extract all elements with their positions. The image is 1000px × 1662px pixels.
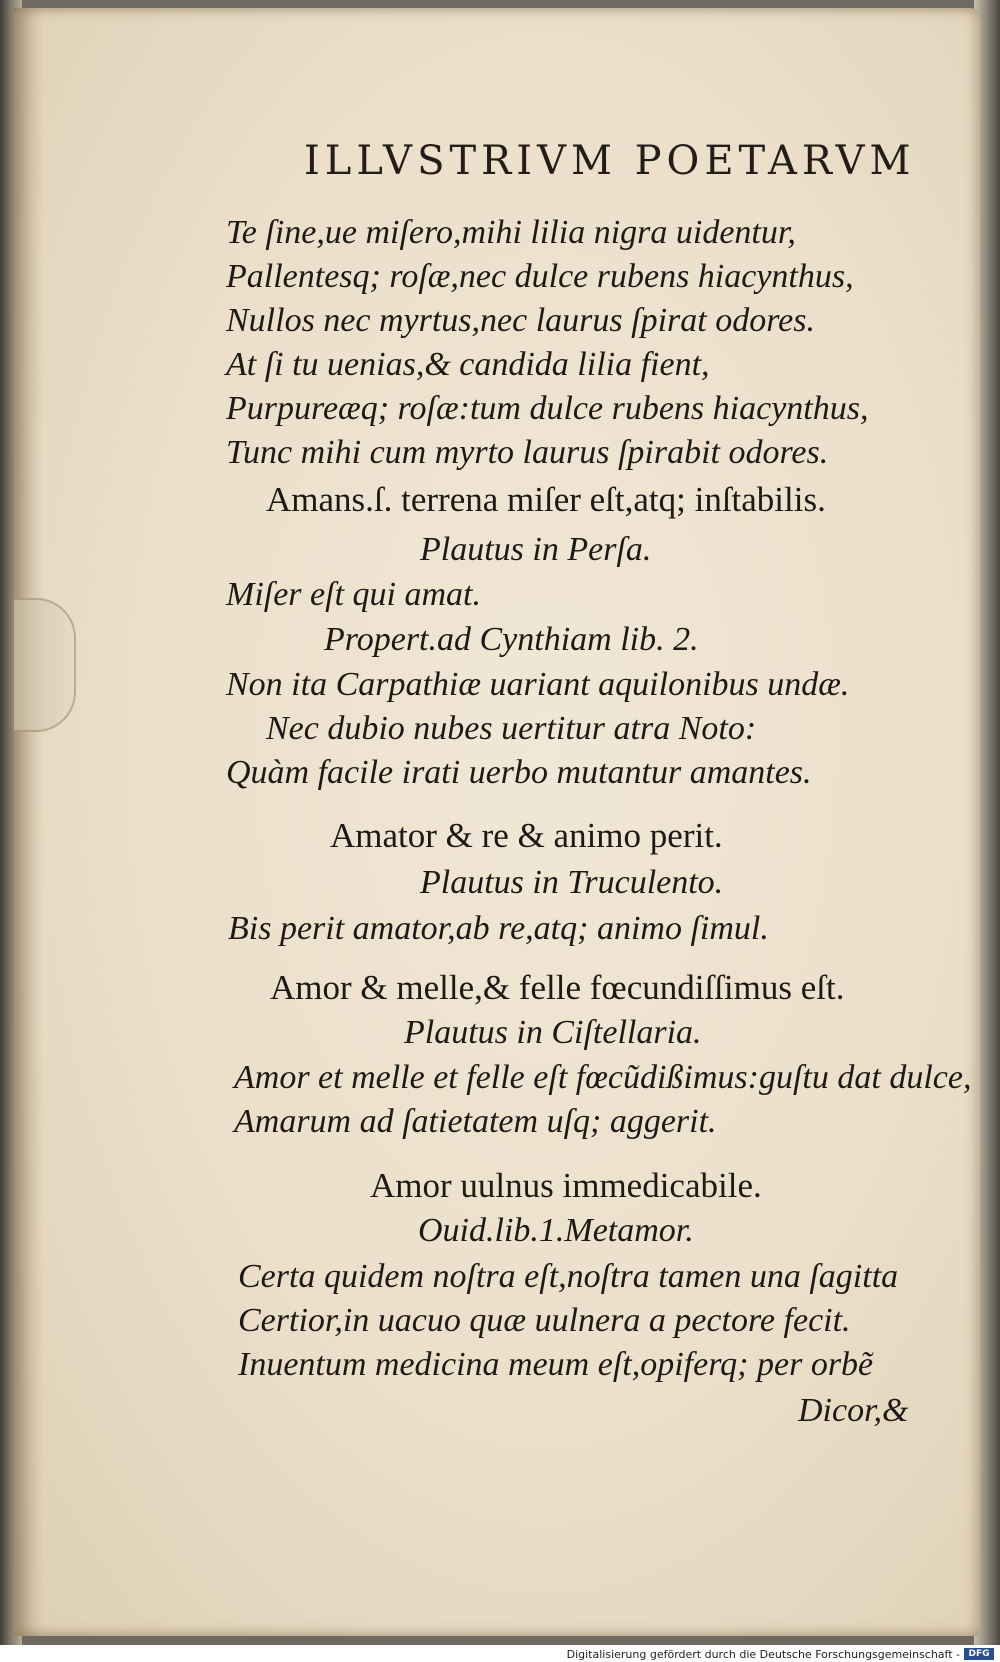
section-heading-amor-uulnus: Amor uulnus immedicabile. — [370, 1166, 762, 1205]
text-line-9: Nec dubio nubes uertitur atra Noto: — [266, 710, 757, 747]
source-citation-plautus-persa: Plautus in Perſa. — [420, 531, 652, 568]
running-header: ILLVSTRIVM POETARVM — [304, 138, 916, 184]
text-line-15: Certior,in uacuo quæ uulnera a pectore fecit. — [238, 1302, 851, 1339]
text-line-14: Certa quidem noſtra eſt,noſtra tamen una ſagitta — [238, 1258, 899, 1295]
text-line-3: Nullos nec myrtus,nec laurus ſpirat odores. — [226, 302, 815, 339]
source-citation-ovid: Ouid.lib.1.Metamor. — [418, 1212, 694, 1249]
text-line-4: At ſi tu uenias,& candida lilia fient, — [226, 346, 710, 383]
source-citation-plautus-truculento: Plautus in Truculento. — [420, 864, 724, 901]
section-heading-amor-melle: Amor & melle,& felle fœcundiſſimus eſt. — [270, 968, 845, 1007]
catchword: Dicor,& — [798, 1392, 909, 1429]
section-heading-amator: Amator & re & animo perit. — [330, 816, 723, 855]
clip-mark — [14, 598, 76, 732]
source-citation-propertius: Propert.ad Cynthiam lib. 2. — [324, 621, 699, 658]
dfg-logo: DFG — [964, 1648, 994, 1660]
text-line-8: Non ita Carpathiæ uariant aquilonibus undæ. — [226, 666, 850, 703]
page-gutter-shade — [14, 8, 44, 1636]
text-line-11: Bis perit amator,ab re,atq; animo ſimul. — [228, 910, 769, 947]
text-line-2: Pallentesq; roſæ,nec dulce rubens hiacynthus, — [226, 258, 854, 295]
text-line-6: Tunc mihi cum myrto laurus ſpirabit odores. — [226, 434, 829, 471]
text-line-5: Purpureæq; roſæ:tum dulce rubens hiacynthus, — [226, 390, 869, 427]
text-line-1: Te ſine,ue miſero,mihi lilia nigra uidentur, — [226, 214, 796, 251]
text-line-7: Miſer eſt qui amat. — [226, 576, 481, 613]
footer-credit-text: Digitalisierung gefördert durch die Deutsche Forschungsgemeinschaft - — [566, 1648, 960, 1661]
book-page — [14, 8, 980, 1636]
source-citation-plautus-cistellaria: Plautus in Ciſtellaria. — [404, 1014, 702, 1051]
text-line-13: Amarum ad ſatietatem uſq; aggerit. — [234, 1103, 717, 1140]
digitization-footer — [0, 1645, 1000, 1662]
text-line-10: Quàm facile irati uerbo mutantur amantes. — [226, 754, 812, 791]
text-line-12: Amor et melle et felle eſt fœcũdißimus:guſtu dat dulce, — [234, 1059, 972, 1096]
text-line-16: Inuentum medicina meum eſt,opiferq; per orbẽ — [238, 1346, 874, 1383]
section-heading-amans: Amans.ſ. terrena miſer eſt,atq; inſtabilis. — [266, 480, 826, 519]
